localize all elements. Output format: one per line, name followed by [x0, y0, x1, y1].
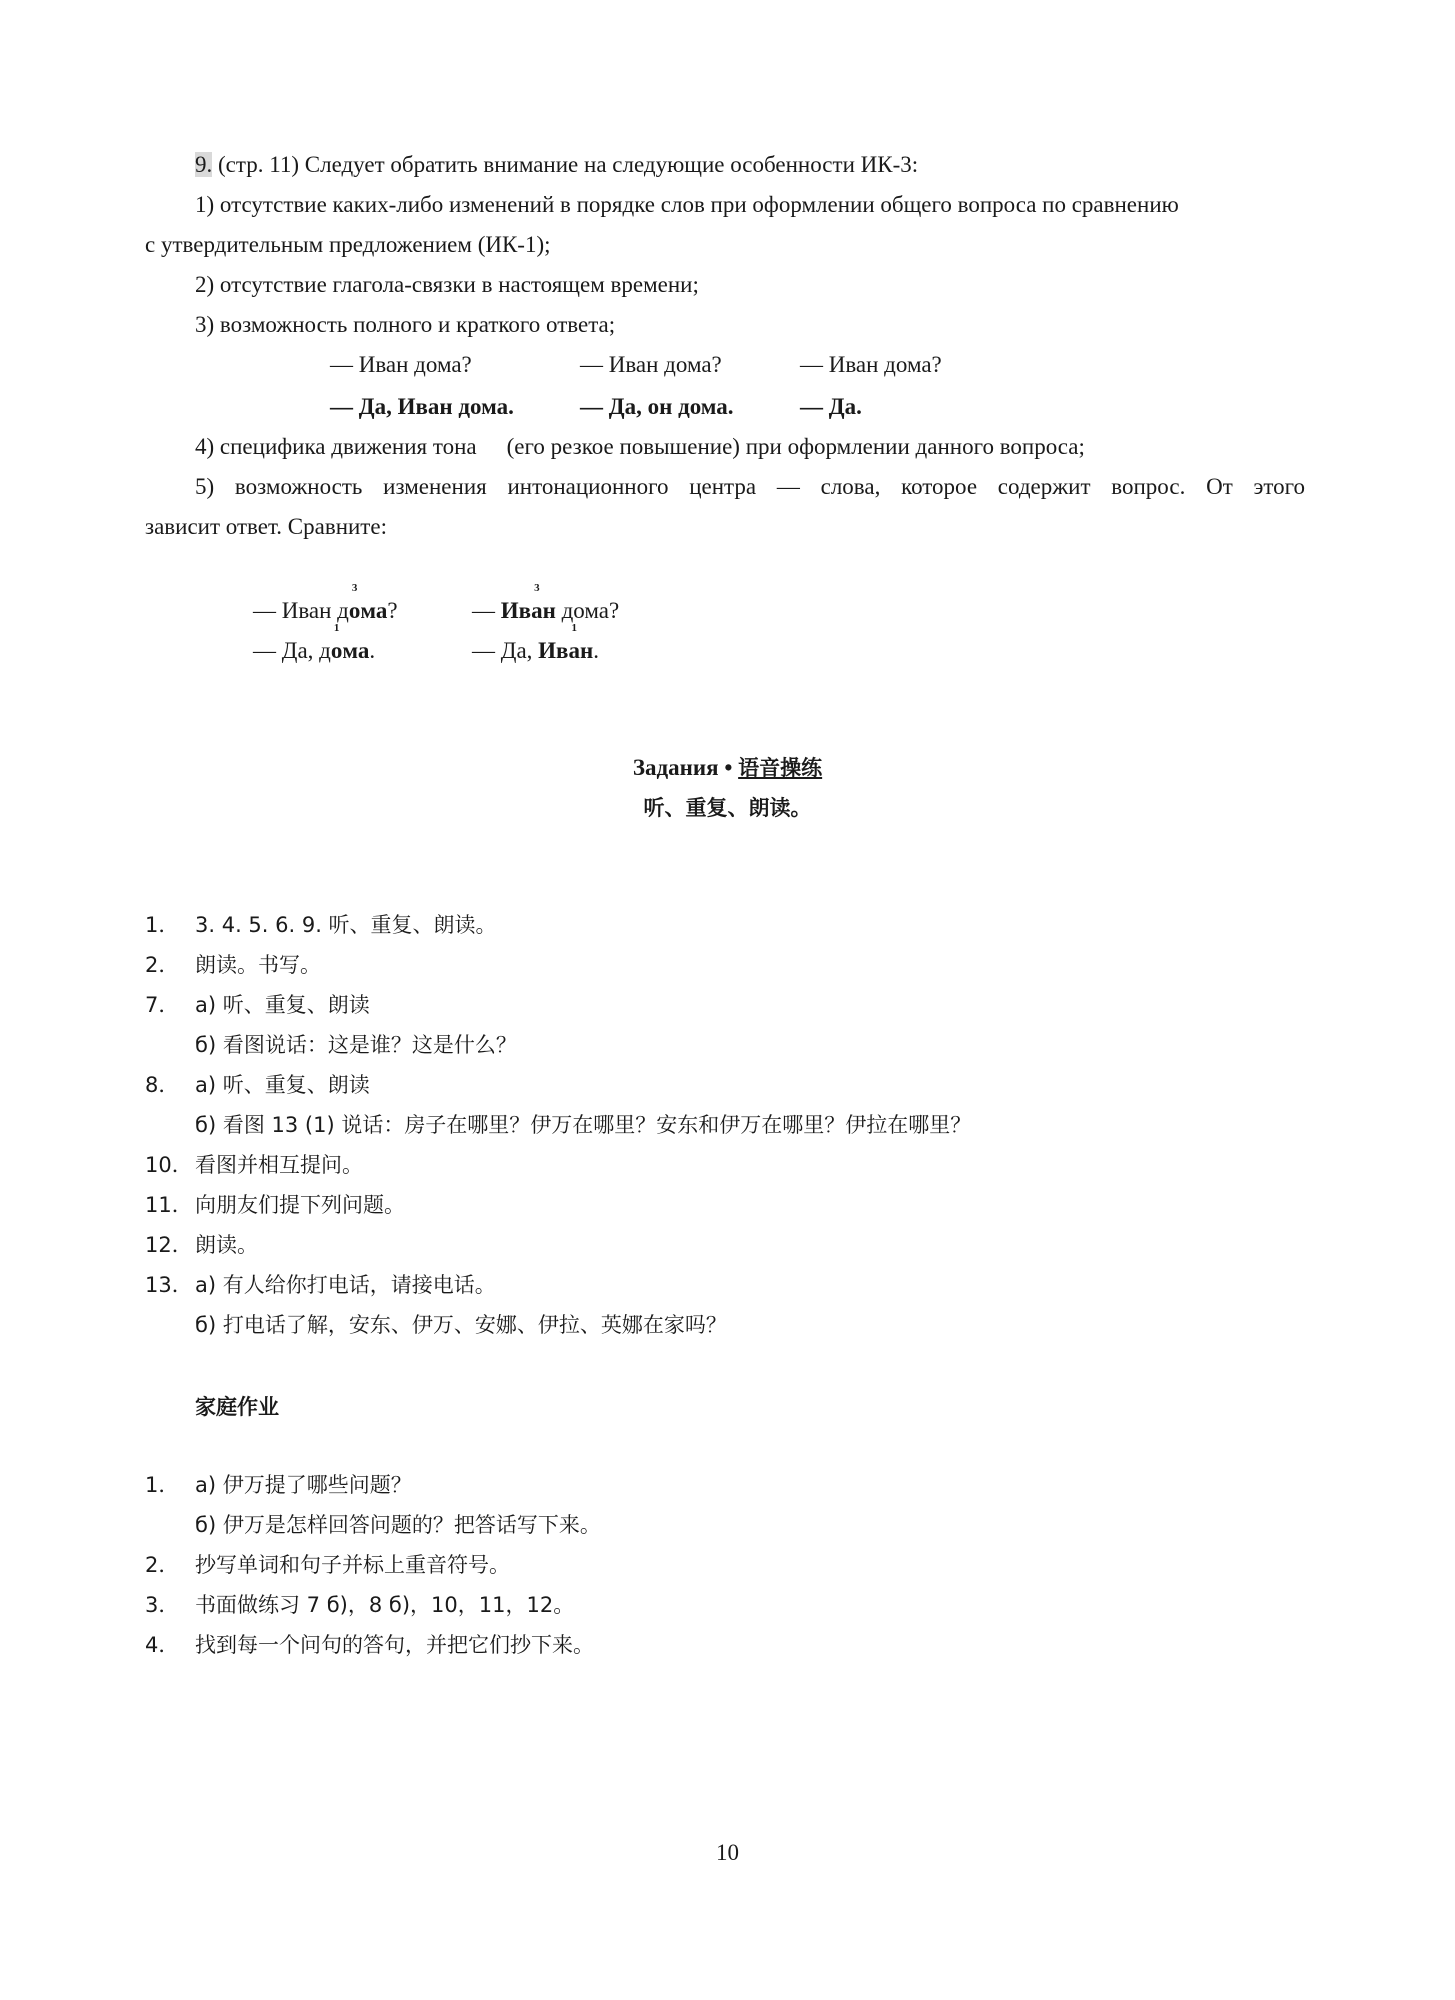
- tasks-heading-ru: Задания: [632, 755, 719, 780]
- list-item-number: 2．: [145, 953, 180, 977]
- list-item: [145, 1630, 594, 1660]
- list-item: [145, 910, 497, 940]
- list-item-text: б) 看图说话：这是谁？这是什么？: [195, 1033, 517, 1057]
- list-item: [145, 1230, 258, 1260]
- list-item-text: 向朋友们提下列问题。: [195, 1193, 405, 1217]
- list-item-number: 13．: [145, 1273, 193, 1297]
- accent-mark: а 1: [568, 622, 580, 663]
- example-2-answer: — Да, Ива 1 н.: [472, 636, 599, 666]
- answer-2: — Да, он дома.: [580, 394, 734, 419]
- accent-mark: а 3: [531, 582, 543, 623]
- list-item-text: а) 伊万提了哪些问题？: [195, 1473, 412, 1497]
- question-1: — Иван дома?: [330, 352, 472, 377]
- answer-1: — Да, Иван дома.: [330, 394, 514, 419]
- list-item-text: 书面做练习 7 б)，8 б)，10，11，12。: [195, 1593, 575, 1617]
- list-item-number: 1．: [145, 913, 180, 937]
- list-item: [145, 1030, 517, 1060]
- list-item: [145, 990, 370, 1020]
- example-1-question: — Иван до 3 ма?: [253, 596, 398, 626]
- page-number: 10: [716, 1840, 739, 1865]
- list-item-number: 3．: [145, 1593, 180, 1617]
- accent-mark: о 3: [348, 582, 361, 623]
- list-item-text: 朗读。: [195, 1233, 258, 1257]
- list-item-number: 11．: [145, 1193, 193, 1217]
- list-item-number: 12．: [145, 1233, 193, 1257]
- note-number: 9.: [195, 152, 213, 177]
- question-2: — Иван дома?: [580, 352, 722, 377]
- list-item-text: а) 听、重复、朗读: [195, 1073, 370, 1097]
- note-point-5b: зависит ответ. Сравните:: [145, 514, 387, 539]
- list-item-number: 4．: [145, 1633, 180, 1657]
- list-item-text: 抄写单词和句子并标上重音符号。: [195, 1553, 510, 1577]
- tasks-heading-zh: 语音操练: [738, 756, 823, 780]
- list-item-text: б) 看图 13 (1) 说话：房子在哪里？伊万在哪里？安东和伊万在哪里？伊拉在哪里？: [195, 1113, 972, 1137]
- list-item-text: б) 伊万是怎样回答问题的？把答话写下来。: [195, 1513, 601, 1537]
- example-1-answer: — Да, до 1 ма.: [253, 636, 375, 666]
- note-point-4: [195, 432, 1085, 462]
- list-item: [145, 1550, 510, 1580]
- note-point-2: 2) отсутствие глагола-связки в настоящем времени;: [195, 272, 699, 297]
- list-item: [145, 1510, 601, 1540]
- list-item: [145, 1470, 412, 1500]
- list-item: [145, 1270, 496, 1300]
- note-point-3: 3) возможность полного и краткого ответа;: [195, 312, 616, 337]
- list-item: [145, 1310, 727, 1340]
- list-item: [145, 1590, 574, 1620]
- list-item: [145, 950, 321, 980]
- answer-3: — Да.: [800, 394, 862, 419]
- list-item-number: 8．: [145, 1073, 180, 1097]
- homework-heading: 家庭作业: [195, 1395, 279, 1419]
- list-item-text: 看图并相互提问。: [195, 1153, 363, 1177]
- note-intro: [195, 150, 918, 180]
- example-2-question: — Ива 3 н дома?: [472, 596, 619, 626]
- note-point-5a: 5) возможность изменения интонационного центра — слова, которое содержит вопрос. От этого: [195, 474, 1305, 499]
- tasks-heading: [0, 752, 1455, 784]
- list-item-text: 3. 4. 5. 6. 9. 听、重复、朗读。: [195, 913, 497, 937]
- bullet-icon: •: [724, 755, 733, 780]
- list-item: [145, 1190, 405, 1220]
- list-item: [145, 1070, 370, 1100]
- list-item-text: а) 有人给你打电话，请接电话。: [195, 1273, 496, 1297]
- note-point-1b: с утвердительным предложением (ИК-1);: [145, 232, 551, 257]
- list-item: [145, 1110, 971, 1140]
- note-intro-text: (стр. 11) Следует обратить внимание на следующие особенности ИК-3:: [212, 152, 919, 177]
- list-item-number: 7．: [145, 993, 180, 1017]
- question-3: — Иван дома?: [800, 352, 942, 377]
- list-item-number: 1．: [145, 1473, 180, 1497]
- list-item-text: 找到每一个问句的答句，并把它们抄下来。: [195, 1633, 594, 1657]
- list-item: [145, 1150, 363, 1180]
- list-item-text: б) 打电话了解，安东、伊万、安娜、伊拉、英娜在家吗？: [195, 1313, 727, 1337]
- note-point-4b: (его резкое повышение) при оформлении данного вопроса;: [506, 434, 1085, 459]
- list-item-text: а) 听、重复、朗读: [195, 993, 370, 1017]
- list-item-number: 10．: [145, 1153, 193, 1177]
- accent-mark: о 1: [330, 622, 343, 663]
- list-item-number: 2．: [145, 1553, 180, 1577]
- note-point-4a: 4) специфика движения тона: [195, 434, 477, 459]
- note-point-1a: 1) отсутствие каких-либо изменений в порядке слов при оформлении общего вопроса по сравнению: [195, 192, 1179, 217]
- list-item-text: 朗读。书写。: [195, 953, 321, 977]
- tasks-subheading: 听、重复、朗读。: [643, 796, 812, 820]
